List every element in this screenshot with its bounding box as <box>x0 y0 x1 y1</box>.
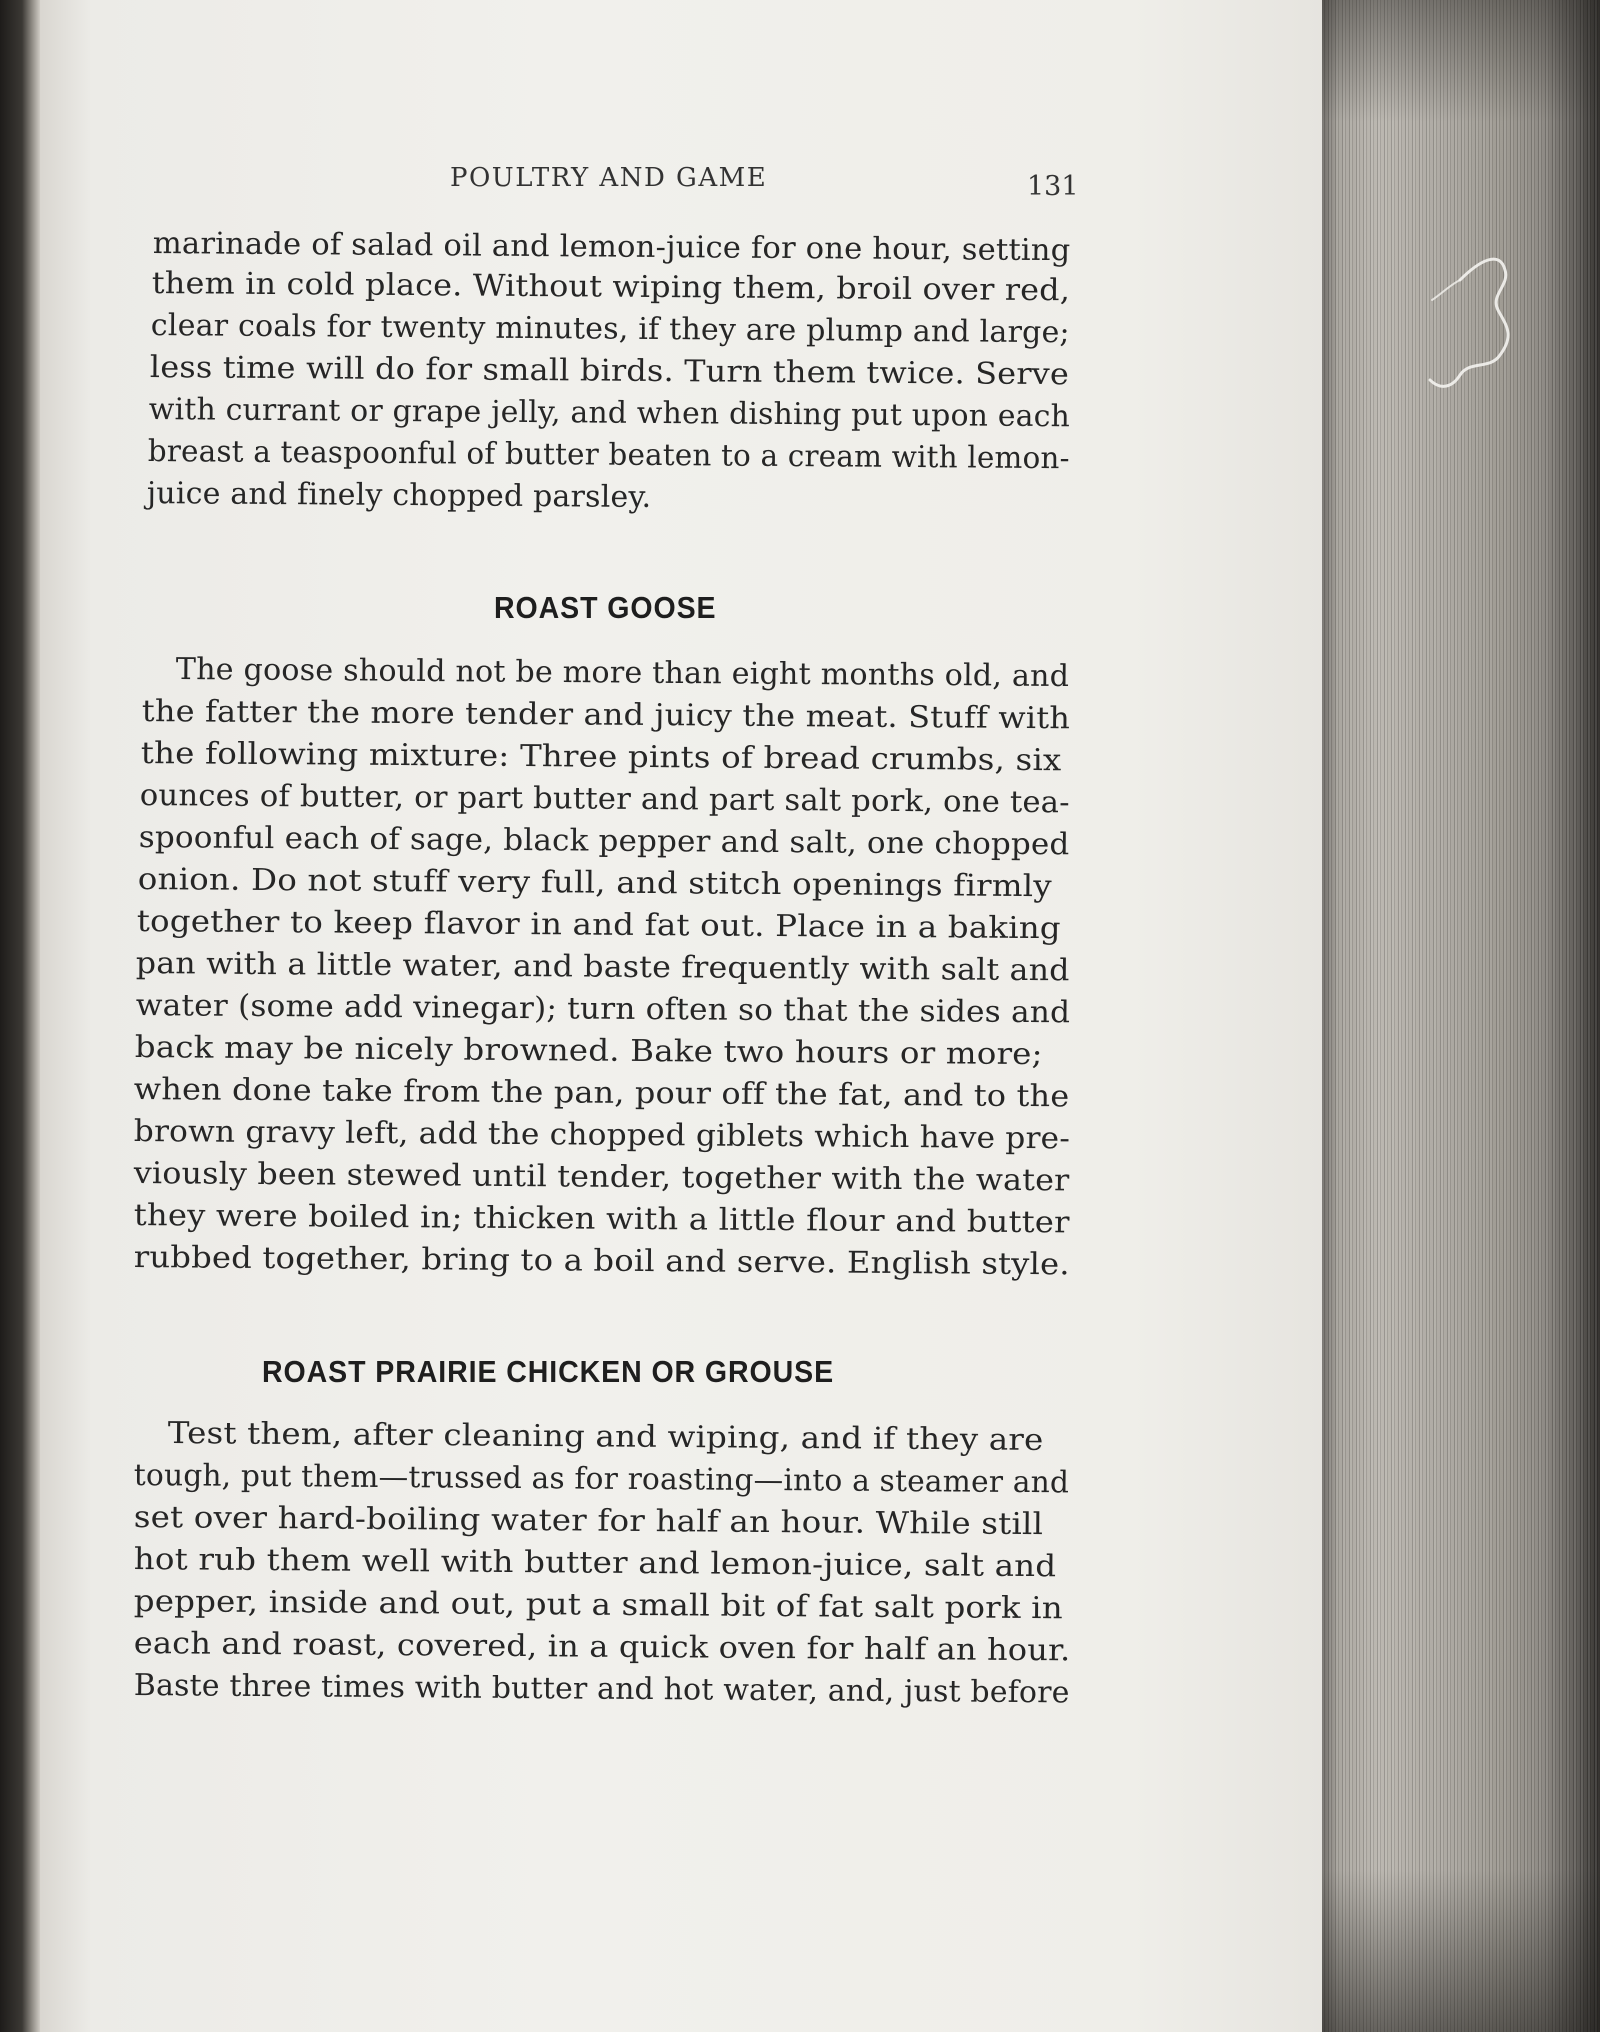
text-line: when done take from the pan, pour off the fat, and to the <box>133 1072 1070 1115</box>
text-line: The goose should not be more than eight months old, and <box>175 652 1070 695</box>
text-line: hot rub them well with butter and lemon-juice, salt and <box>133 1542 1057 1585</box>
text-line: they were boiled in; thicken with a little flour and butter <box>133 1198 1070 1241</box>
running-head: POULTRY AND GAME <box>450 163 768 193</box>
text-line: them in cold place. Without wiping them, broil over red, <box>151 266 1071 309</box>
recipe-title: ROAST PRAIRIE CHICKEN OR GROUSE <box>262 1354 835 1389</box>
text-line: spoonful each of sage, black pepper and salt, one chopped <box>138 820 1070 863</box>
text-line: the fatter the more tender and juicy the meat. Stuff with <box>141 694 1071 737</box>
text-line: with currant or grape jelly, and when dishing put upon each <box>148 392 1071 435</box>
text-line: set over hard-boiling water for half an hour. While still <box>133 1500 1044 1543</box>
text-line: rubbed together, bring to a boil and serve. English style. <box>133 1240 1070 1283</box>
text-line: juice and finely chopped parsley. <box>146 476 652 515</box>
text-line: Baste three times with butter and hot water, and, just before <box>133 1668 1070 1711</box>
text-line: viously been stewed until tender, together with the water <box>133 1156 1070 1199</box>
text-line: together to keep flavor in and fat out. Place in a baking <box>136 904 1061 947</box>
text-line: the following mixture: Three pints of bread crumbs, six <box>140 736 1062 779</box>
text-line: clear coals for twenty minutes, if they are plump and large; <box>150 308 1070 351</box>
text-line: onion. Do not stuff very full, and stitch openings firmly <box>137 862 1053 905</box>
text-line: ounces of butter, or part butter and part salt pork, one tea- <box>139 778 1070 821</box>
text-line: Test them, after cleaning and wiping, and if they are <box>167 1416 1044 1458</box>
text-line: each and roast, covered, in a quick oven for half an hour. <box>133 1626 1071 1669</box>
page-number: 131 <box>1027 171 1079 202</box>
text-line: water (some add vinegar); turn often so that the sides and <box>135 988 1071 1031</box>
text-line: pepper, inside and out, put a small bit of fat salt pork in <box>133 1584 1064 1627</box>
text-line: marinade of salad oil and lemon-juice for one hour, setting <box>152 226 1071 269</box>
recipe-title: ROAST GOOSE <box>494 590 717 625</box>
text-line: tough, put them—trussed as for roasting—into a steamer and <box>133 1458 1070 1501</box>
text-line: pan with a little water, and baste frequently with salt and <box>135 946 1070 989</box>
text-line: back may be nicely browned. Bake two hours or more; <box>134 1030 1043 1073</box>
text-line: brown gravy left, add the chopped giblets which have pre- <box>133 1114 1071 1157</box>
book-gutter-shadow <box>0 0 40 2032</box>
text-line: breast a teaspoonful of butter beaten to a cream with lemon- <box>147 434 1070 477</box>
loose-thread-mark <box>1420 240 1530 410</box>
text-line: less time will do for small birds. Turn them twice. Serve <box>149 350 1070 393</box>
